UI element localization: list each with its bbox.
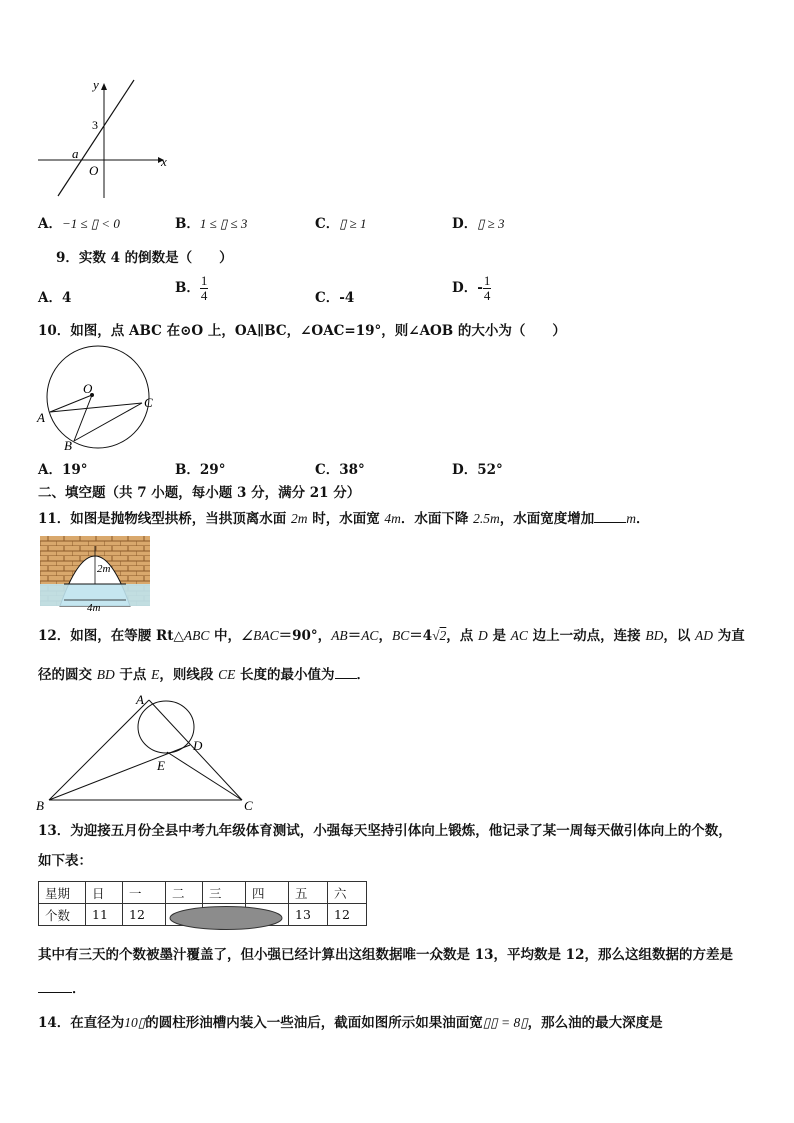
q12-triangle-figure	[32, 690, 272, 812]
circle-o	[47, 346, 149, 448]
segment-ab	[49, 700, 149, 800]
graph-a-label: a	[72, 146, 79, 161]
q9-option-c: C．-4	[315, 290, 355, 306]
table-cell: 四	[246, 882, 289, 904]
label-a: A	[136, 692, 144, 707]
table-cell: 12	[328, 904, 367, 926]
q12-stem-line2: 径的圆交 BD 于点 E，则线段 CE 长度的最小值为 ．	[38, 667, 371, 683]
q9-option-a: A．4	[38, 290, 72, 306]
table-cell: 一	[123, 882, 166, 904]
graph-x-label: x	[161, 154, 167, 169]
sqrt-symbol: √2	[432, 628, 447, 643]
q13-stem-line1: 13．为迎接五月份全县中考九年级体育测试，小强每天坚持引体向上锻炼，他记录了某一周每天做引体向上的个数，	[38, 823, 732, 839]
q10-circle-figure	[34, 344, 158, 452]
q8-option-d-expr: ▯ ≥ 3	[477, 216, 505, 231]
table-cell: 二	[166, 882, 203, 904]
table-cell: 六	[328, 882, 367, 904]
q13-stem-line4: ．	[38, 980, 86, 998]
segment-ob	[74, 395, 92, 441]
q10-option-d: D．52°	[452, 462, 503, 478]
q10-option-b: B．29°	[175, 462, 226, 478]
label-e: E	[157, 758, 165, 773]
label-c: C	[144, 395, 153, 410]
arch-width-label: 4m	[87, 602, 101, 614]
q12-answer-blank	[335, 666, 357, 679]
q8-option-c: C．▯ ≥ 1	[315, 216, 367, 232]
q8-option-b-expr: 1 ≤ ▯ ≤ 3	[199, 216, 248, 231]
q13-stem-line3: 其中有三天的个数被墨汁覆盖了，但小强已经计算出这组数据唯一众数是 13，平均数是 12，那么这组数据的方差是	[38, 947, 733, 963]
q10-stem: 10．如图，点 ABC 在⊙O 上，OA∥BC，∠OAC=19°，则∠AOB 的大小为（ ）	[38, 323, 566, 339]
q13-stem-line2: 如下表：	[38, 853, 92, 869]
graph-line	[58, 80, 134, 196]
q11-answer-blank	[594, 510, 626, 523]
table-cell: 个数	[39, 904, 86, 926]
table-cell: 11	[86, 904, 123, 926]
q8-option-a-expr: −1 ≤ ▯ < 0	[61, 216, 120, 231]
q8-graph-figure	[30, 74, 180, 204]
y-axis-arrow-icon	[101, 83, 107, 90]
circle-ad	[138, 701, 194, 753]
table-cell: 五	[289, 882, 328, 904]
q12-stem-line1: 12．如图，在等腰 Rt△ABC 中，∠BAC＝90°，AB＝AC，BC＝4√2，点 D 是 AC 边上一动点，连接 BD，以 AD 为直	[38, 628, 745, 644]
q9-stem: 9．实数 4 的倒数是（ ）	[56, 250, 233, 266]
table-cell: 星期	[39, 882, 86, 904]
q9-option-b-fraction: $\frac{1}{4}$	[200, 273, 208, 303]
label-d: D	[193, 738, 203, 753]
q9-option-d: D．- $\frac{1}{4}$	[452, 273, 491, 303]
q8-option-d: D．▯ ≥ 3	[452, 216, 505, 232]
ink-blot	[168, 905, 284, 931]
table-row	[39, 882, 367, 904]
q11-stem: 11．如图是抛物线型拱桥，当拱顶离水面 2m 时，水面宽 4m．水面下降 2.5m，水面宽度增加 m．	[38, 511, 650, 527]
graph-intercept-label: 3	[92, 118, 98, 132]
table-cell: 12	[123, 904, 166, 926]
graph-origin-label: O	[89, 163, 99, 178]
arch-height-label: 2m	[97, 563, 111, 575]
label-a: A	[37, 410, 45, 425]
label-c: C	[244, 798, 253, 812]
q14-stem: 14．在直径为10▯的圆柱形油槽内装入一些油后，截面如图所示如果油面宽▯▯ = 8▯，那么油的最大深度是	[38, 1015, 663, 1031]
label-b: B	[36, 798, 44, 812]
q10-option-c: C．38°	[315, 462, 365, 478]
q8-option-b: B．1 ≤ ▯ ≤ 3	[175, 216, 248, 232]
q13-answer-blank	[38, 980, 72, 993]
table-cell: 日	[86, 882, 123, 904]
label-o: O	[83, 381, 93, 396]
q9-option-b: B． $\frac{1}{4}$	[175, 273, 208, 303]
q9-option-d-fraction: $\frac{1}{4}$	[483, 273, 491, 303]
q11-bridge-figure	[40, 536, 150, 614]
label-b: B	[64, 438, 72, 452]
section-2-heading: 二、填空题（共 7 小题，每小题 3 分，满分 21 分）	[38, 485, 361, 501]
graph-y-label: y	[93, 77, 99, 92]
table-cell: 三	[203, 882, 246, 904]
table-cell: 13	[289, 904, 328, 926]
q8-option-a: A．−1 ≤ ▯ < 0	[38, 216, 120, 232]
q8-option-c-expr: ▯ ≥ 1	[339, 216, 367, 231]
q10-option-a: A．19°	[38, 462, 88, 478]
